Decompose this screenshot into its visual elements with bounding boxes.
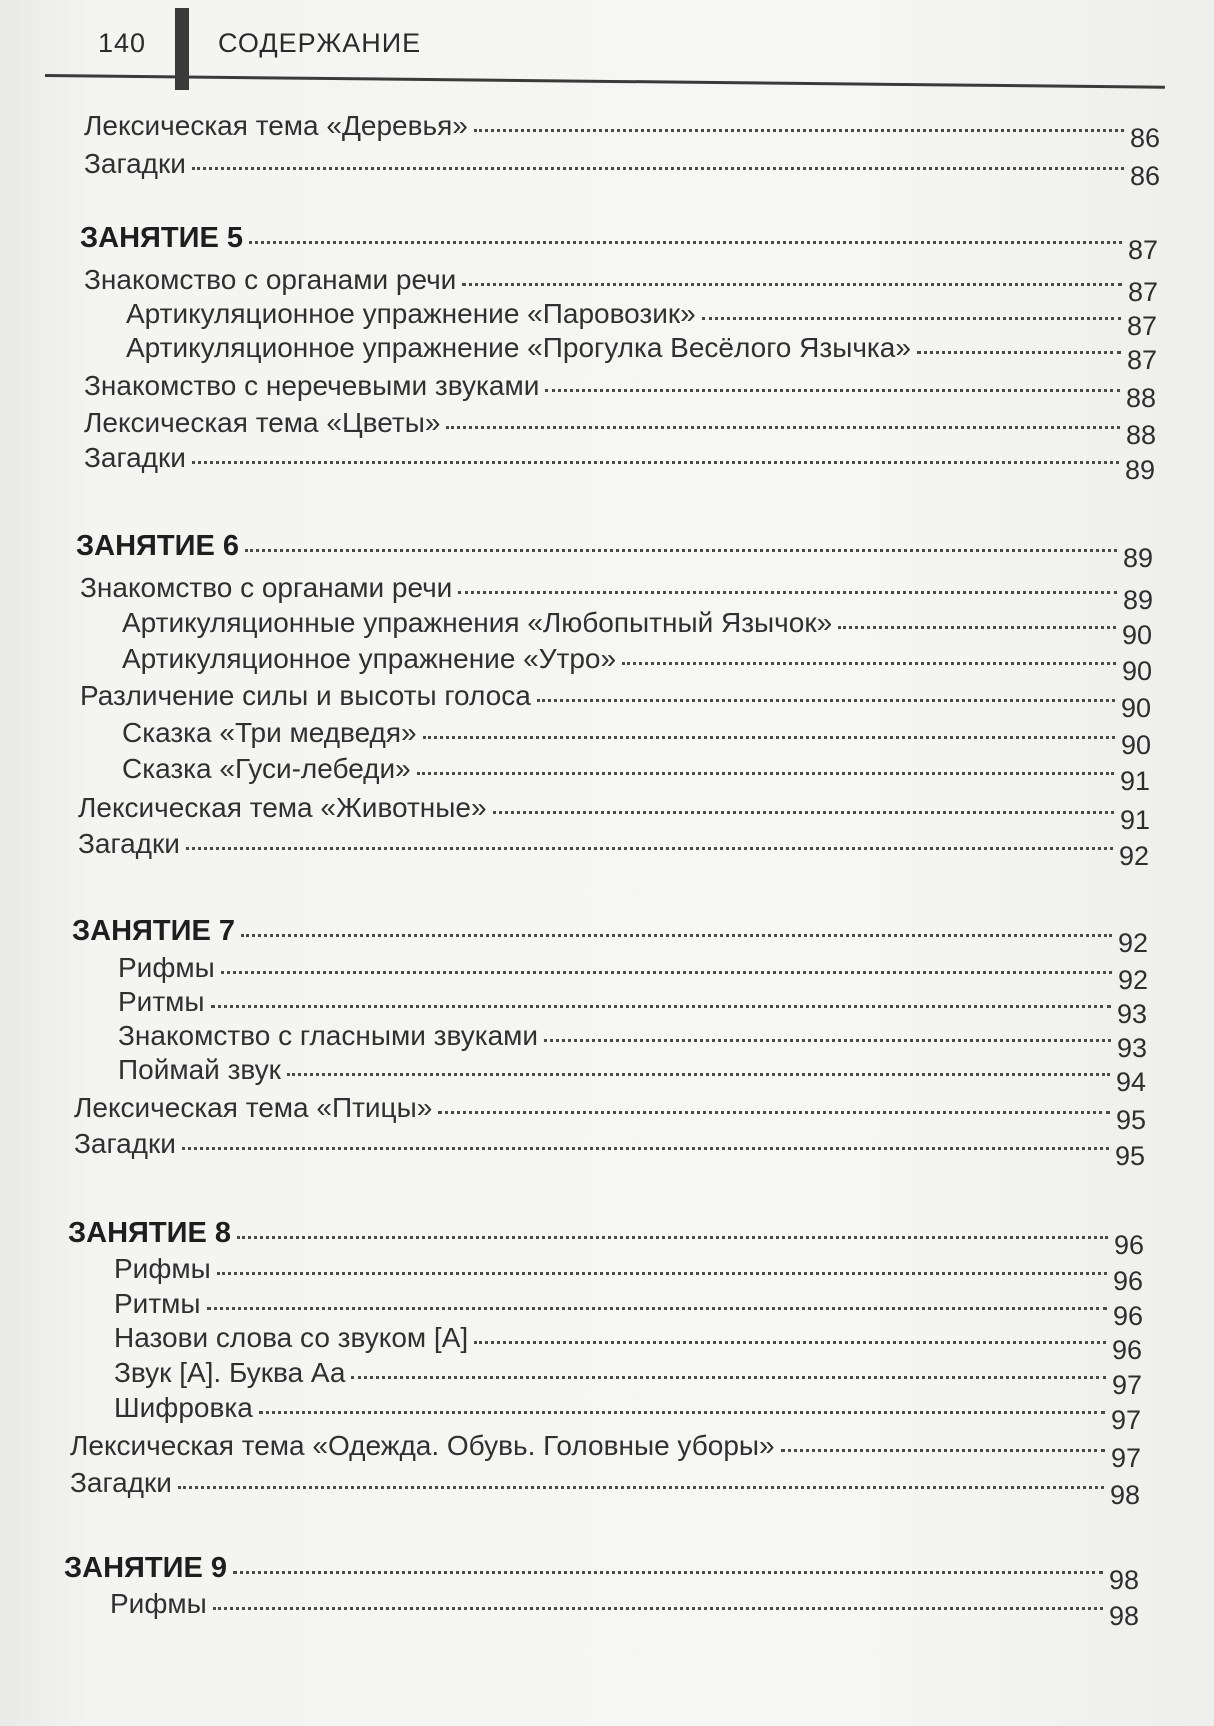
dot-leader bbox=[213, 1607, 1103, 1610]
toc-entry bbox=[122, 641, 1152, 686]
toc-entry-label: Сказка «Три медведя» bbox=[122, 717, 417, 748]
toc-page-number: 89 bbox=[1122, 585, 1153, 615]
toc-page-number: 90 bbox=[1121, 656, 1152, 686]
toc-entry-label: Загадки bbox=[74, 1128, 176, 1159]
toc-entry-label: Ритмы bbox=[114, 1288, 201, 1319]
dot-leader bbox=[207, 1307, 1107, 1310]
toc-page-number: 89 bbox=[1122, 543, 1153, 573]
toc-page-number: 90 bbox=[1121, 620, 1152, 650]
toc-entry-label: Назови слова со звуком [А] bbox=[114, 1322, 469, 1353]
toc-entry bbox=[118, 1052, 1146, 1097]
toc-page-number: 96 bbox=[1111, 1335, 1142, 1365]
page-number: 140 bbox=[98, 28, 147, 58]
toc-page-number: 98 bbox=[1108, 1565, 1139, 1595]
toc-page-number: 88 bbox=[1125, 420, 1156, 450]
toc-entry bbox=[78, 826, 1149, 871]
toc-entry-label: Лексическая тема «Птицы» bbox=[74, 1092, 433, 1123]
toc-entry-label: Знакомство с органами речи bbox=[84, 264, 457, 295]
toc-entry-label: ЗАНЯТИЕ 9 bbox=[64, 1552, 227, 1584]
dot-leader bbox=[622, 662, 1116, 665]
toc-page-number: 86 bbox=[1129, 123, 1160, 153]
toc-entry bbox=[78, 790, 1150, 835]
toc-page-number: 91 bbox=[1119, 766, 1150, 796]
dot-leader bbox=[474, 1341, 1106, 1344]
dot-leader bbox=[545, 389, 1120, 392]
dot-leader bbox=[237, 1236, 1108, 1239]
toc-page-number: 88 bbox=[1125, 383, 1156, 413]
toc-entry bbox=[114, 1320, 1142, 1365]
toc-entry-label: Загадки bbox=[78, 828, 180, 859]
dot-leader bbox=[259, 1411, 1105, 1414]
dot-leader bbox=[178, 1486, 1104, 1489]
toc-page-number: 96 bbox=[1112, 1301, 1143, 1331]
toc-entry-label: Ритмы bbox=[118, 986, 205, 1017]
toc-entry bbox=[114, 1286, 1143, 1331]
toc-page-number: 96 bbox=[1112, 1266, 1143, 1296]
dot-leader bbox=[702, 317, 1121, 320]
toc-entry bbox=[110, 1586, 1139, 1631]
dot-leader bbox=[217, 1272, 1107, 1275]
toc-page-number: 92 bbox=[1117, 965, 1148, 995]
toc-entry-label: Артикуляционные упражнения «Любопытный Язычок» bbox=[122, 607, 833, 638]
dot-leader bbox=[241, 934, 1112, 937]
dot-leader bbox=[544, 1039, 1111, 1042]
dot-leader bbox=[423, 736, 1115, 739]
toc-entry bbox=[84, 368, 1156, 413]
toc-page-number: 98 bbox=[1108, 1601, 1139, 1631]
dot-leader bbox=[211, 1005, 1111, 1008]
toc-entry-label: Знакомство с гласными звуками bbox=[118, 1020, 539, 1051]
dot-leader bbox=[493, 811, 1114, 814]
dot-leader bbox=[182, 1147, 1109, 1150]
toc-entry-label: ЗАНЯТИЕ 5 bbox=[80, 222, 243, 254]
toc-page-number: 90 bbox=[1120, 693, 1151, 723]
toc-page-number: 89 bbox=[1124, 455, 1155, 485]
toc-entry-label: Артикуляционное упражнение «Прогулка Весёлого Язычка» bbox=[126, 332, 911, 363]
toc-page-number: 87 bbox=[1126, 311, 1157, 341]
dot-leader bbox=[458, 591, 1117, 594]
toc-entry bbox=[126, 330, 1157, 375]
dot-leader bbox=[537, 699, 1115, 702]
toc-page-number: 98 bbox=[1109, 1480, 1140, 1510]
toc-entry bbox=[70, 1465, 1140, 1510]
toc-entry-label: Лексическая тема «Животные» bbox=[78, 792, 487, 823]
dot-leader bbox=[351, 1376, 1105, 1379]
toc-entry-label: Знакомство с органами речи bbox=[80, 572, 453, 603]
toc-chapter-entry bbox=[76, 528, 1153, 573]
dot-leader bbox=[249, 241, 1122, 244]
toc-page-number: 86 bbox=[1129, 161, 1160, 191]
toc-entry bbox=[118, 1018, 1147, 1063]
toc-entry-label: ЗАНЯТИЕ 7 bbox=[72, 915, 235, 947]
toc-entry-label: Звук [А]. Буква Аа bbox=[114, 1357, 346, 1388]
toc-entry bbox=[114, 1251, 1143, 1296]
toc-entry-label: Рифмы bbox=[114, 1253, 211, 1284]
toc-entry bbox=[80, 570, 1153, 615]
dot-leader bbox=[233, 1571, 1103, 1574]
toc-entry bbox=[84, 440, 1155, 485]
toc-page-number: 97 bbox=[1111, 1370, 1142, 1400]
toc-entry-label: Знакомство с неречевыми звуками bbox=[84, 370, 540, 401]
toc-page-number: 95 bbox=[1115, 1105, 1146, 1135]
toc-entry bbox=[114, 1390, 1141, 1435]
toc-entry bbox=[122, 715, 1151, 760]
toc-entry-label: Загадки bbox=[84, 442, 186, 473]
toc-entry bbox=[122, 605, 1152, 650]
dot-leader bbox=[245, 549, 1117, 552]
toc-chapter-entry bbox=[64, 1550, 1139, 1595]
toc-entry bbox=[84, 146, 1160, 191]
toc-entry bbox=[126, 296, 1157, 341]
toc-page-number: 93 bbox=[1116, 1033, 1147, 1063]
toc-page-number: 96 bbox=[1113, 1230, 1144, 1260]
toc-entry bbox=[80, 678, 1151, 723]
dot-leader bbox=[192, 461, 1119, 464]
toc-entry bbox=[118, 950, 1148, 995]
dot-leader bbox=[462, 283, 1122, 286]
toc-page-number: 90 bbox=[1120, 730, 1151, 760]
dot-leader bbox=[192, 167, 1124, 170]
toc-entry bbox=[122, 751, 1150, 796]
toc-page-number: 93 bbox=[1116, 999, 1147, 1029]
toc-entry bbox=[84, 405, 1156, 450]
toc-page-number: 91 bbox=[1119, 805, 1150, 835]
toc-chapter-entry bbox=[80, 220, 1158, 265]
toc-entry-label: Лексическая тема «Цветы» bbox=[84, 407, 441, 438]
dot-leader bbox=[186, 847, 1113, 850]
dot-leader bbox=[287, 1073, 1110, 1076]
toc-entry-label: Различение силы и высоты голоса bbox=[80, 680, 531, 711]
toc-entry-label: ЗАНЯТИЕ 6 bbox=[76, 530, 239, 562]
toc-page-number: 92 bbox=[1117, 928, 1148, 958]
dot-leader bbox=[221, 971, 1112, 974]
toc-page-number: 95 bbox=[1114, 1141, 1145, 1171]
toc-entry bbox=[118, 984, 1147, 1029]
toc-entry-label: Артикуляционное упражнение «Утро» bbox=[122, 643, 617, 674]
toc-entry bbox=[70, 1428, 1141, 1473]
dot-leader bbox=[417, 772, 1114, 775]
toc-entry-label: ЗАНЯТИЕ 8 bbox=[68, 1217, 231, 1249]
toc-chapter-entry bbox=[68, 1215, 1144, 1260]
toc-entry-label: Шифровка bbox=[114, 1392, 253, 1423]
toc-page-number: 97 bbox=[1110, 1405, 1141, 1435]
toc-entry bbox=[84, 108, 1160, 153]
toc-entry bbox=[114, 1355, 1142, 1400]
toc-entry-label: Сказка «Гуси-лебеди» bbox=[122, 753, 411, 784]
dot-leader bbox=[474, 129, 1124, 132]
toc-chapter-entry bbox=[72, 913, 1148, 958]
toc-entry-label: Рифмы bbox=[110, 1588, 207, 1619]
toc-page-number: 87 bbox=[1127, 277, 1158, 307]
toc-entry-label: Лексическая тема «Деревья» bbox=[84, 110, 468, 141]
dot-leader bbox=[917, 351, 1121, 354]
toc-page-number: 87 bbox=[1127, 235, 1158, 265]
toc-entry-label: Загадки bbox=[70, 1467, 172, 1498]
toc-entry-label: Рифмы bbox=[118, 952, 215, 983]
toc-page-number: 87 bbox=[1126, 345, 1157, 375]
toc-page-number: 92 bbox=[1118, 841, 1149, 871]
toc-entry-label: Загадки bbox=[84, 148, 186, 179]
toc-page-number: 94 bbox=[1115, 1067, 1146, 1097]
toc-entry bbox=[74, 1090, 1146, 1135]
toc-entry-label: Лексическая тема «Одежда. Обувь. Головные уборы» bbox=[70, 1430, 775, 1461]
section-title: СОДЕРЖАНИЕ bbox=[218, 28, 422, 58]
toc-entry-label: Артикуляционное упражнение «Паровозик» bbox=[126, 298, 696, 329]
toc-entry-label: Поймай звук bbox=[118, 1054, 281, 1085]
toc-entry bbox=[74, 1126, 1145, 1171]
toc-page-number: 97 bbox=[1110, 1443, 1141, 1473]
toc-entry bbox=[84, 262, 1158, 307]
dot-leader bbox=[781, 1449, 1105, 1452]
dot-leader bbox=[838, 626, 1116, 629]
dot-leader bbox=[438, 1111, 1110, 1114]
dot-leader bbox=[446, 426, 1120, 429]
